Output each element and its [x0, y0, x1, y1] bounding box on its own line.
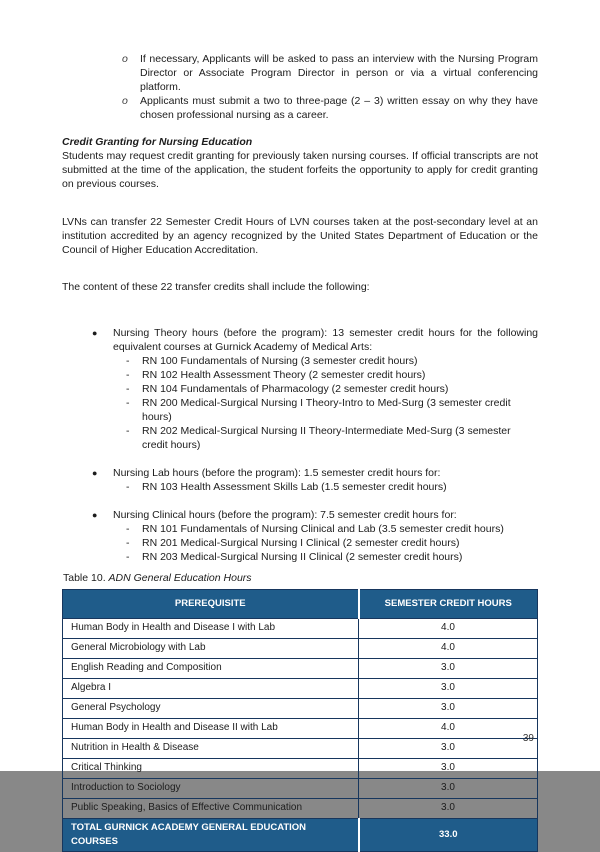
table-row — [63, 698, 538, 718]
prerequisite-cell: Algebra I — [63, 678, 359, 698]
table-caption-title: ADN General Education Hours — [108, 571, 252, 584]
table-row — [63, 718, 538, 738]
bullet-icon: ● — [92, 509, 98, 520]
table-row — [63, 618, 538, 638]
admission-requirements-list — [122, 52, 538, 122]
transfer-group — [62, 326, 538, 354]
hours-cell: 4.0 — [359, 638, 538, 658]
hours-cell: 3.0 — [359, 798, 538, 818]
course-item — [62, 536, 538, 550]
transfer-group-label: Nursing Theory hours (before the program): 13 semester credit hours for the following equivalent courses at Gurnick Academy of Medical Arts: — [113, 326, 538, 353]
table-row — [63, 758, 538, 778]
transfer-group — [62, 466, 538, 480]
bullet-icon: ● — [92, 327, 98, 338]
paragraph: Students may request credit granting for previously taken nursing courses. If official transcripts are not submitted at the time of the application, the student forfeits the opportunity to apply for credit granting on previous courses. — [62, 150, 538, 190]
page-number: 39 — [522, 733, 534, 744]
dash-icon: - — [126, 368, 130, 381]
prerequisite-cell: General Psychology — [63, 698, 359, 718]
course-item — [62, 480, 538, 494]
table-row — [63, 778, 538, 798]
course-text: RN 201 Medical-Surgical Nursing I Clinical (2 semester credit hours) — [142, 536, 460, 549]
course-item — [62, 550, 538, 564]
header-semester-credit-hours: SEMESTER CREDIT HOURS — [359, 589, 538, 618]
prerequisite-cell: Introduction to Sociology — [63, 778, 359, 798]
dash-icon: - — [126, 536, 130, 549]
table-header-row — [63, 589, 538, 618]
course-text: RN 200 Medical-Surgical Nursing I Theory-Intro to Med-Surg (3 semester credit hours) — [142, 396, 511, 423]
course-item — [62, 522, 538, 536]
hours-cell: 3.0 — [359, 698, 538, 718]
course-text: RN 203 Medical-Surgical Nursing II Clinical (2 semester credit hours) — [142, 550, 463, 563]
prerequisite-cell: Human Body in Health and Disease II with Lab — [63, 718, 359, 738]
table-row — [63, 798, 538, 818]
prerequisite-cell: General Microbiology with Lab — [63, 638, 359, 658]
transfer-group-label: Nursing Clinical hours (before the program): 7.5 semester credit hours for: — [113, 508, 457, 521]
circle-bullet-icon: o — [122, 53, 128, 65]
page-content — [62, 52, 538, 852]
general-education-table — [62, 589, 538, 852]
course-item — [62, 424, 538, 452]
table-caption — [63, 571, 538, 585]
dash-icon: - — [126, 382, 130, 395]
course-text: RN 102 Health Assessment Theory (2 semester credit hours) — [142, 368, 426, 381]
course-text: RN 104 Fundamentals of Pharmacology (2 semester credit hours) — [142, 382, 449, 395]
prerequisite-cell: Human Body in Health and Disease I with Lab — [63, 618, 359, 638]
dash-icon: - — [126, 522, 130, 535]
total-hours-cell: 33.0 — [359, 818, 538, 851]
hours-cell: 3.0 — [359, 658, 538, 678]
bullet-icon: ● — [92, 467, 98, 478]
section-heading: Credit Granting for Nursing Education — [62, 136, 253, 148]
hours-cell: 4.0 — [359, 618, 538, 638]
prerequisite-cell: Critical Thinking — [63, 758, 359, 778]
course-item — [62, 382, 538, 396]
dash-icon: - — [126, 550, 130, 563]
dash-icon: - — [126, 396, 130, 409]
course-text: RN 101 Fundamentals of Nursing Clinical and Lab (3.5 semester credit hours) — [142, 522, 504, 535]
list-item-text: Applicants must submit a two to three-page (2 – 3) written essay on why they have chosen professional nursing as a career. — [140, 95, 538, 121]
hours-cell: 3.0 — [359, 738, 538, 758]
table-row — [63, 658, 538, 678]
list-item — [122, 52, 538, 94]
table-row — [63, 638, 538, 658]
dash-icon: - — [126, 354, 130, 367]
circle-bullet-icon: o — [122, 95, 128, 107]
course-item — [62, 368, 538, 382]
paragraph: The content of these 22 transfer credits shall include the following: — [62, 281, 370, 293]
hours-cell: 3.0 — [359, 778, 538, 798]
list-item — [122, 94, 538, 122]
table-total-row — [63, 818, 538, 851]
prerequisite-cell: Public Speaking, Basics of Effective Communication — [63, 798, 359, 818]
prerequisite-cell: English Reading and Composition — [63, 658, 359, 678]
dash-icon: - — [126, 480, 130, 493]
dash-icon: - — [126, 424, 130, 437]
transfer-group-label: Nursing Lab hours (before the program): 1.5 semester credit hours for: — [113, 466, 441, 479]
total-label-cell: TOTAL GURNICK ACADEMY GENERAL EDUCATION COURSES — [63, 818, 359, 851]
course-text: RN 100 Fundamentals of Nursing (3 semester credit hours) — [142, 354, 418, 367]
course-item — [62, 396, 538, 424]
course-text: RN 202 Medical-Surgical Nursing II Theory-Intermediate Med-Surg (3 semester credit hours) — [142, 424, 511, 451]
table-caption-prefix: Table 10. — [63, 571, 109, 584]
hours-cell: 3.0 — [359, 678, 538, 698]
transfer-group — [62, 508, 538, 522]
table-row — [63, 738, 538, 758]
list-item-text: If necessary, Applicants will be asked to pass an interview with the Nursing Program Director or Associate Program Director in person or via a virtual conferencing platform. — [140, 53, 538, 93]
hours-cell: 3.0 — [359, 758, 538, 778]
paragraph: LVNs can transfer 22 Semester Credit Hours of LVN courses taken at the post-secondary level at an institution accredited by an agency recognized by the United States Department of Education or the Council of Higher Education Accreditation. — [62, 215, 538, 256]
header-prerequisite: PREREQUISITE — [63, 589, 359, 618]
table-row — [63, 678, 538, 698]
prerequisite-cell: Nutrition in Health & Disease — [63, 738, 359, 758]
course-item — [62, 354, 538, 368]
course-text: RN 103 Health Assessment Skills Lab (1.5 semester credit hours) — [142, 480, 447, 493]
hours-cell: 4.0 — [359, 718, 538, 738]
